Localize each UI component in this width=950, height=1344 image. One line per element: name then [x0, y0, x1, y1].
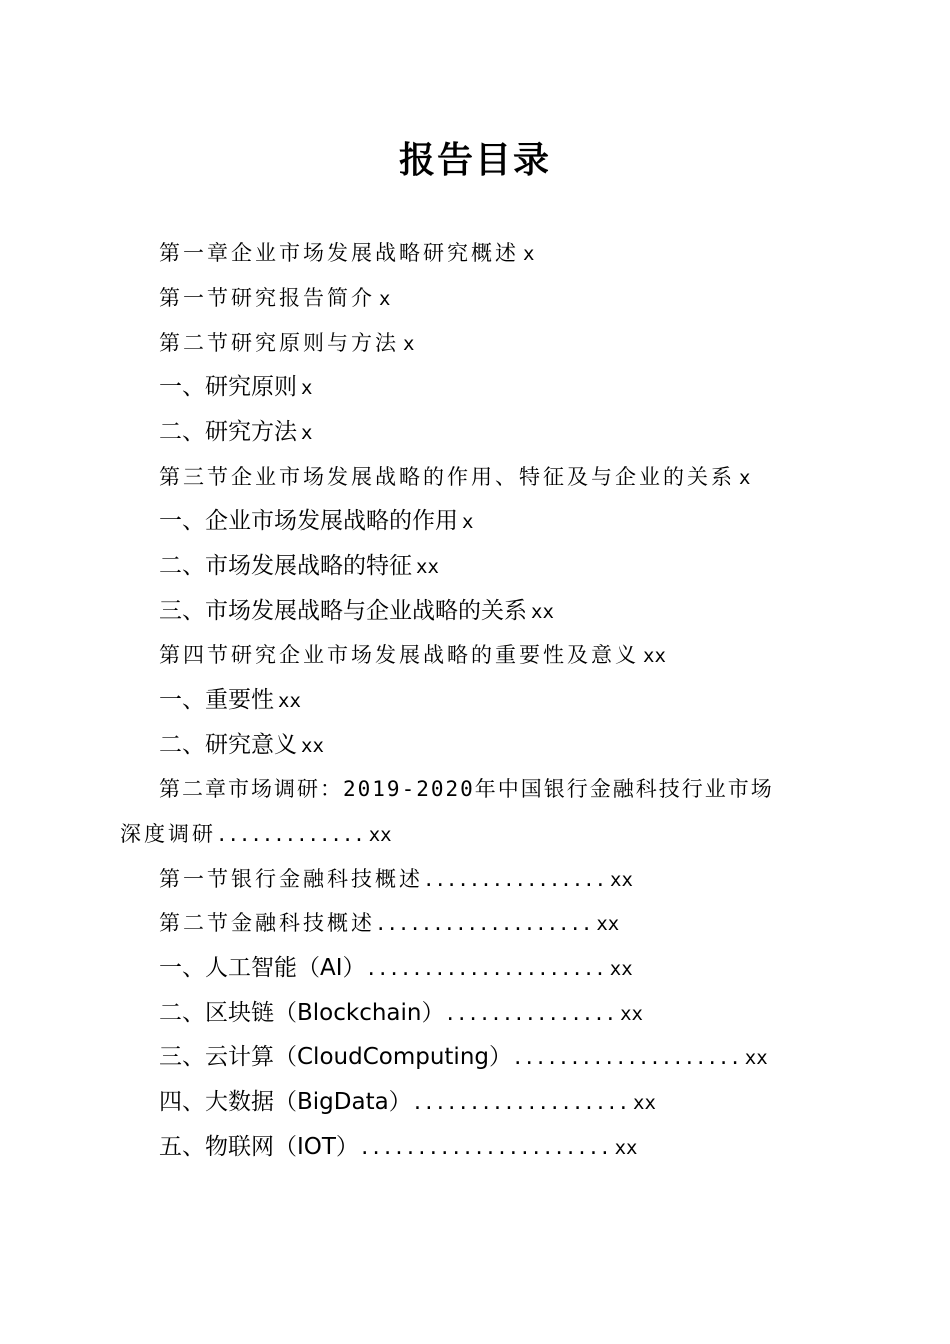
- toc-entry-text: 第二节金融科技概述: [159, 911, 375, 935]
- toc-entry-page: x: [739, 467, 751, 489]
- toc-entry-page: xx: [744, 1047, 768, 1069]
- toc-entry-text: 一、重要性: [159, 687, 274, 713]
- toc-entry-text: 一、人工智能（AI）: [159, 955, 366, 981]
- toc-entry: [159, 372, 312, 403]
- toc-entry: [159, 462, 750, 493]
- toc-entry-page: xx: [278, 690, 301, 712]
- document-title: 报告目录: [398, 139, 551, 181]
- toc-entry-text: 第一节研究报告简介: [159, 286, 375, 310]
- toc-entry: [159, 238, 534, 269]
- toc-entry-leader: ................: [423, 869, 607, 891]
- toc-entry-text: 深度调研: [120, 822, 216, 846]
- toc-entry: [159, 953, 633, 984]
- toc-entry: [159, 551, 439, 582]
- toc-entry: [159, 685, 301, 716]
- toc-entry-text: 二、区块链（Blockchain）: [159, 1000, 445, 1026]
- toc-entry-text: 二、市场发展战略的特征: [159, 553, 412, 579]
- toc-entry-leader: ...................: [375, 913, 593, 935]
- toc-entry: [159, 774, 778, 805]
- toc-entry-text: 二、研究意义: [159, 732, 297, 758]
- toc-entry-leader: ...................: [411, 1092, 630, 1114]
- toc-entry-page: x: [301, 377, 313, 399]
- toc-entry-page: x: [403, 333, 415, 355]
- toc-entry-page: xx: [633, 1092, 656, 1114]
- toc-entry-text: 第四节研究企业市场发展战略的重要性及意义: [159, 643, 639, 667]
- toc-entry-page: xx: [416, 556, 439, 578]
- toc-entry-text: 五、物联网（IOT）: [159, 1134, 359, 1160]
- toc-entry-page: xx: [301, 735, 324, 757]
- toc-entry: [159, 328, 414, 359]
- toc-entry: [159, 417, 312, 448]
- toc-entry-text: 三、市场发展战略与企业战略的关系: [159, 598, 527, 624]
- toc-entry: [159, 1042, 768, 1073]
- toc-entry-page: xx: [643, 645, 666, 667]
- toc-entry-page: xx: [610, 869, 633, 891]
- toc-entry-text: 一、研究原则: [159, 374, 297, 400]
- toc-entry: [159, 596, 554, 627]
- toc-entry-text: 第一章企业市场发展战略研究概述: [159, 241, 519, 265]
- toc-entry-page: x: [379, 288, 391, 310]
- toc-entry-leader: ......................: [358, 1137, 611, 1159]
- toc-entry-text: 二、研究方法: [159, 419, 297, 445]
- toc-entry-page: xx: [596, 913, 620, 935]
- toc-entry-leader: ....................: [512, 1047, 741, 1069]
- toc-entry-text: 一、企业市场发展战略的作用: [159, 508, 458, 534]
- toc-entry-leader: .....................: [365, 958, 606, 980]
- toc-entry-text: 第一节银行金融科技概述: [159, 867, 423, 891]
- toc-entry-leader: .............: [216, 824, 365, 846]
- toc-entry: [159, 506, 473, 537]
- toc-entry-leader: ...............: [444, 1003, 617, 1025]
- toc-entry: [159, 1087, 656, 1118]
- toc-entry-page: xx: [609, 958, 633, 980]
- toc-entry-text: 第二章市场调研：2019-2020年中国银行金融科技行业市场: [159, 777, 774, 801]
- toc-entry-page: xx: [620, 1003, 643, 1025]
- toc-entry: [159, 908, 619, 939]
- toc-entry-page: xx: [531, 601, 554, 623]
- toc-entry-text: 第三节企业市场发展战略的作用、特征及与企业的关系: [159, 465, 735, 489]
- toc-entry: [159, 1132, 638, 1163]
- toc-entry: [159, 283, 390, 314]
- toc-entry: [159, 998, 643, 1029]
- toc-entry-text: 四、大数据（BigData）: [159, 1089, 412, 1115]
- toc-entry: [120, 819, 392, 850]
- toc-entry-text: 第二节研究原则与方法: [159, 331, 399, 355]
- toc-entry-text: 三、云计算（CloudComputing）: [159, 1044, 512, 1070]
- toc-entry-page: x: [301, 422, 313, 444]
- toc-entry: [159, 864, 633, 895]
- toc-entry-page: xx: [368, 824, 392, 846]
- toc-entry: [159, 640, 666, 671]
- toc-entry: [159, 730, 324, 761]
- toc-entry-page: x: [523, 243, 535, 265]
- toc-entry-page: xx: [614, 1137, 638, 1159]
- toc-entry-page: x: [462, 511, 474, 533]
